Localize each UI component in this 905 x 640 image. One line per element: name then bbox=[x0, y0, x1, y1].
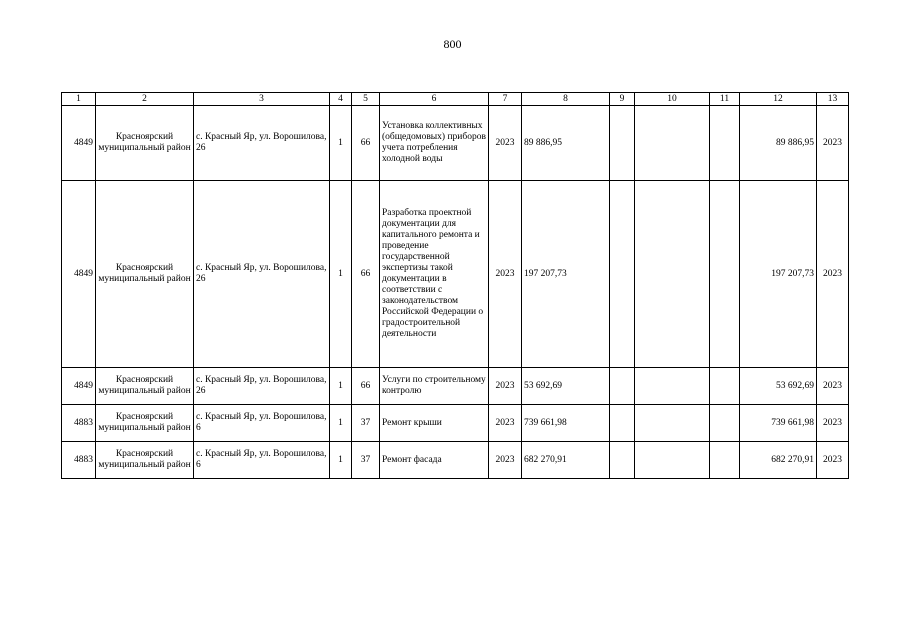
year: 2023 bbox=[489, 405, 522, 442]
cost: 89 886,95 bbox=[522, 106, 610, 181]
col10-value bbox=[635, 106, 710, 181]
header-cell: 5 bbox=[352, 93, 380, 106]
cost: 53 692,69 bbox=[522, 368, 610, 405]
table-row bbox=[62, 106, 849, 181]
total-cost: 197 207,73 bbox=[740, 181, 817, 368]
col11-value bbox=[710, 442, 740, 479]
col11-value bbox=[710, 368, 740, 405]
completion-year: 2023 bbox=[817, 442, 849, 479]
col4-value: 1 bbox=[330, 442, 352, 479]
cost: 739 661,98 bbox=[522, 405, 610, 442]
municipality: Красноярский муниципальный район bbox=[96, 368, 194, 405]
municipality: Красноярский муниципальный район bbox=[96, 106, 194, 181]
col5-value: 66 bbox=[352, 106, 380, 181]
address: с. Красный Яр, ул. Ворошилова, 6 bbox=[194, 442, 330, 479]
record-number: 4883 bbox=[62, 405, 96, 442]
total-cost: 89 886,95 bbox=[740, 106, 817, 181]
completion-year: 2023 bbox=[817, 405, 849, 442]
header-cell: 7 bbox=[489, 93, 522, 106]
header-cell: 12 bbox=[740, 93, 817, 106]
year: 2023 bbox=[489, 106, 522, 181]
col10-value bbox=[635, 181, 710, 368]
col10-value bbox=[635, 405, 710, 442]
col11-value bbox=[710, 181, 740, 368]
header-cell: 6 bbox=[380, 93, 489, 106]
completion-year: 2023 bbox=[817, 181, 849, 368]
header-row bbox=[62, 93, 849, 106]
header-cell: 2 bbox=[96, 93, 194, 106]
col9-value bbox=[610, 368, 635, 405]
header-cell: 9 bbox=[610, 93, 635, 106]
repair-registry-table bbox=[61, 92, 849, 479]
work-type: Услуги по строительному контролю bbox=[380, 368, 489, 405]
table-row bbox=[62, 405, 849, 442]
col4-value: 1 bbox=[330, 106, 352, 181]
year: 2023 bbox=[489, 368, 522, 405]
completion-year: 2023 bbox=[817, 368, 849, 405]
header-cell: 11 bbox=[710, 93, 740, 106]
header-cell: 3 bbox=[194, 93, 330, 106]
total-cost: 739 661,98 bbox=[740, 405, 817, 442]
col9-value bbox=[610, 442, 635, 479]
year: 2023 bbox=[489, 181, 522, 368]
municipality: Красноярский муниципальный район bbox=[96, 442, 194, 479]
record-number: 4849 bbox=[62, 368, 96, 405]
work-type: Ремонт фасада bbox=[380, 442, 489, 479]
completion-year: 2023 bbox=[817, 106, 849, 181]
address: с. Красный Яр, ул. Ворошилова, 26 bbox=[194, 181, 330, 368]
col5-value: 37 bbox=[352, 442, 380, 479]
work-type: Разработка проектной документации для капитального ремонта и проведение государственной экспертизы такой документации в соответствии с законодательством Российской Федерации о градостроительной деятельности bbox=[380, 181, 489, 368]
work-type: Ремонт крыши bbox=[380, 405, 489, 442]
table-row bbox=[62, 368, 849, 405]
col4-value: 1 bbox=[330, 181, 352, 368]
col4-value: 1 bbox=[330, 368, 352, 405]
address: с. Красный Яр, ул. Ворошилова, 26 bbox=[194, 368, 330, 405]
col9-value bbox=[610, 405, 635, 442]
col10-value bbox=[635, 442, 710, 479]
address: с. Красный Яр, ул. Ворошилова, 26 bbox=[194, 106, 330, 181]
header-cell: 4 bbox=[330, 93, 352, 106]
municipality: Красноярский муниципальный район bbox=[96, 405, 194, 442]
col9-value bbox=[610, 181, 635, 368]
total-cost: 53 692,69 bbox=[740, 368, 817, 405]
col9-value bbox=[610, 106, 635, 181]
table-row bbox=[62, 181, 849, 368]
total-cost: 682 270,91 bbox=[740, 442, 817, 479]
col4-value: 1 bbox=[330, 405, 352, 442]
address: с. Красный Яр, ул. Ворошилова, 6 bbox=[194, 405, 330, 442]
municipality: Красноярский муниципальный район bbox=[96, 181, 194, 368]
record-number: 4849 bbox=[62, 106, 96, 181]
cost: 197 207,73 bbox=[522, 181, 610, 368]
col5-value: 66 bbox=[352, 368, 380, 405]
record-number: 4849 bbox=[62, 181, 96, 368]
header-cell: 10 bbox=[635, 93, 710, 106]
col5-value: 66 bbox=[352, 181, 380, 368]
page-number: 800 bbox=[443, 37, 462, 51]
header-cell: 8 bbox=[522, 93, 610, 106]
record-number: 4883 bbox=[62, 442, 96, 479]
header-cell: 1 bbox=[62, 93, 96, 106]
cost: 682 270,91 bbox=[522, 442, 610, 479]
col11-value bbox=[710, 106, 740, 181]
col5-value: 37 bbox=[352, 405, 380, 442]
col10-value bbox=[635, 368, 710, 405]
work-type: Установка коллективных (общедомовых) приборов учета потребления холодной воды bbox=[380, 106, 489, 181]
year: 2023 bbox=[489, 442, 522, 479]
table-row bbox=[62, 442, 849, 479]
col11-value bbox=[710, 405, 740, 442]
header-cell: 13 bbox=[817, 93, 849, 106]
